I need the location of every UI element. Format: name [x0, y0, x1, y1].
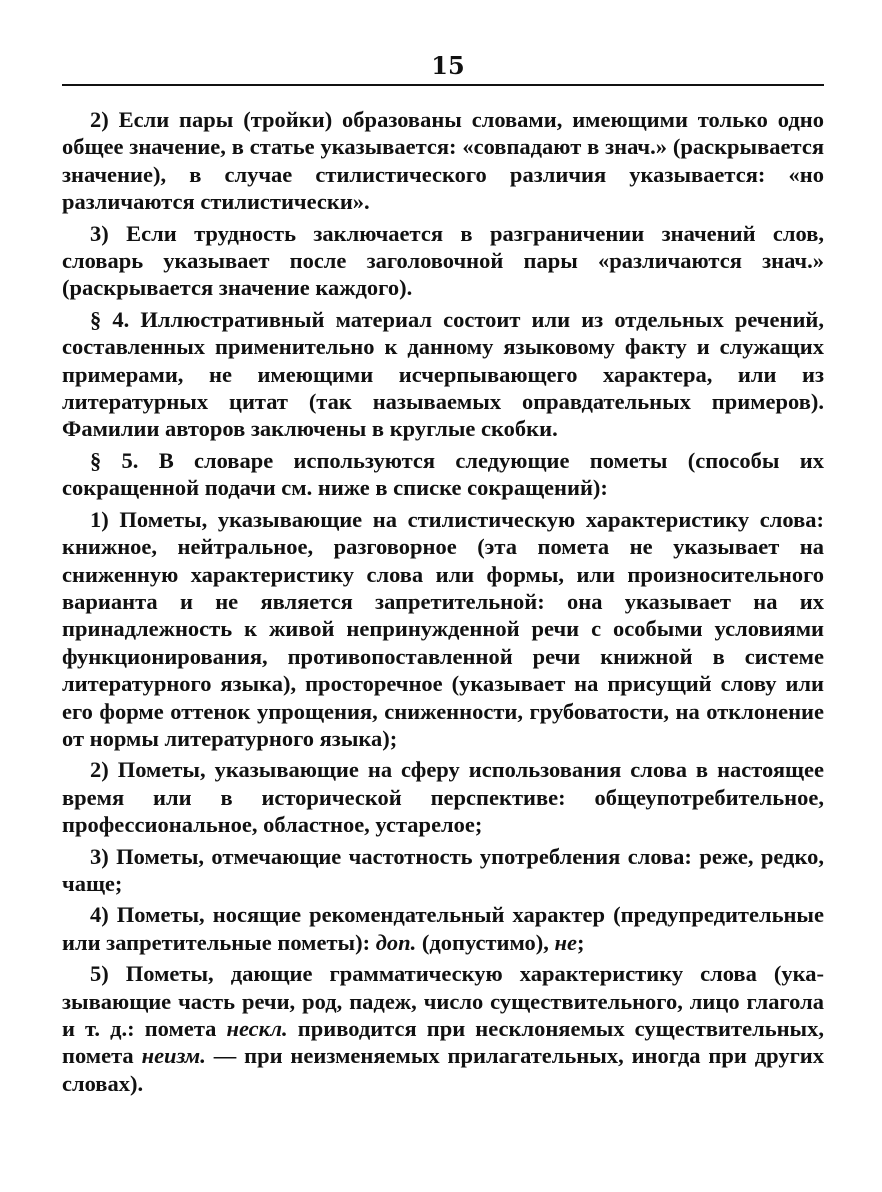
header-rule: [62, 84, 824, 86]
paragraph-section-5-labels: § 5. В словаре используются следующие пометы (способы их сокращенной подачи см. ниже в списке сокращений):: [62, 447, 824, 501]
label-ne: не: [554, 929, 578, 955]
paragraph-5-text-c: — при неизменяемых прилагательных, иногда при других словах).: [62, 1043, 824, 1096]
paragraph-5-text-b: приводится при несклоняемых существительных, помета: [62, 1016, 824, 1069]
label-neskl: нескл.: [226, 1016, 288, 1041]
paragraph-4-text-b: (допустимо),: [416, 929, 555, 955]
label-dop: доп.: [375, 929, 417, 955]
body-text: [62, 106, 824, 1097]
page-number: 15: [431, 51, 465, 80]
paragraph-label-4-recommendation: [62, 901, 824, 956]
paragraph-label-3-frequency: 3) Пометы, отмечающие частотность употребления слова: реже, редко, чаще;: [62, 843, 824, 896]
document-page: [62, 52, 824, 1097]
paragraph-label-2-usage-sphere: 2) Пометы, указывающие на сферу использования слова в настоящее время или в исторической перспективе: общеупотребительное, профессиональное, областное, устарелое;: [62, 757, 824, 838]
paragraph-label-5-grammatical: [62, 960, 824, 1097]
paragraph-2-pairs-one-meaning: 2) Если пары (тройки) образованы словами, имеющими только одно общее значение, в статье указывается: «совпадают в знач.» (раскрывается значение), в случае стилистического различия указывается: «но различаются стилистически».: [62, 107, 824, 215]
paragraph-5-text-a: 5) Пометы, дающие грамматическую характеристику слова (указывающие часть речи, род, падеж, число существительного, лицо глагола и т. д.: помета: [62, 961, 824, 1041]
paragraph-4-text-a: 4) Пометы, носящие рекомендательный характер (предупредительные или запретительные пометы):: [62, 902, 824, 955]
paragraph-3-distinguishing-meanings: 3) Если трудность заключается в разграничении значений слов, словарь указывает после заголовочной пары «различаются знач.» (раскрывается значение каждого).: [62, 220, 824, 301]
paragraph-label-1-stylistic: 1) Пометы, указывающие на стилистическую характеристику слова: книжное, нейтральное, разговорное (эта помета не указывает на сниженную характеристику слова или формы, или произносительного варианта и не является запретительной: она указывает на их принадлежность к живой непринужденной речи с особыми условиями функционирования, противопоставленной речи книжной в системе литературного языка), просторечное (указывает на присущий слову или его форме оттенок упрощения, сниженности, грубоватости, на отклонение от нормы литературного языка);: [62, 506, 824, 751]
label-neizm: неизм.: [141, 1043, 206, 1069]
paragraph-4-text-c: ;: [577, 929, 585, 955]
paragraph-section-4-illustrative-material: § 4. Иллюстративный материал состоит или из отдельных речений, составленных применительно к данному языковому факту и служащих примерами, не имеющими исчерпывающего характера, или из литературных цитат (так называемых оправдательных примеров). Фамилии авторов заключены в круглые скобки.: [62, 306, 824, 442]
